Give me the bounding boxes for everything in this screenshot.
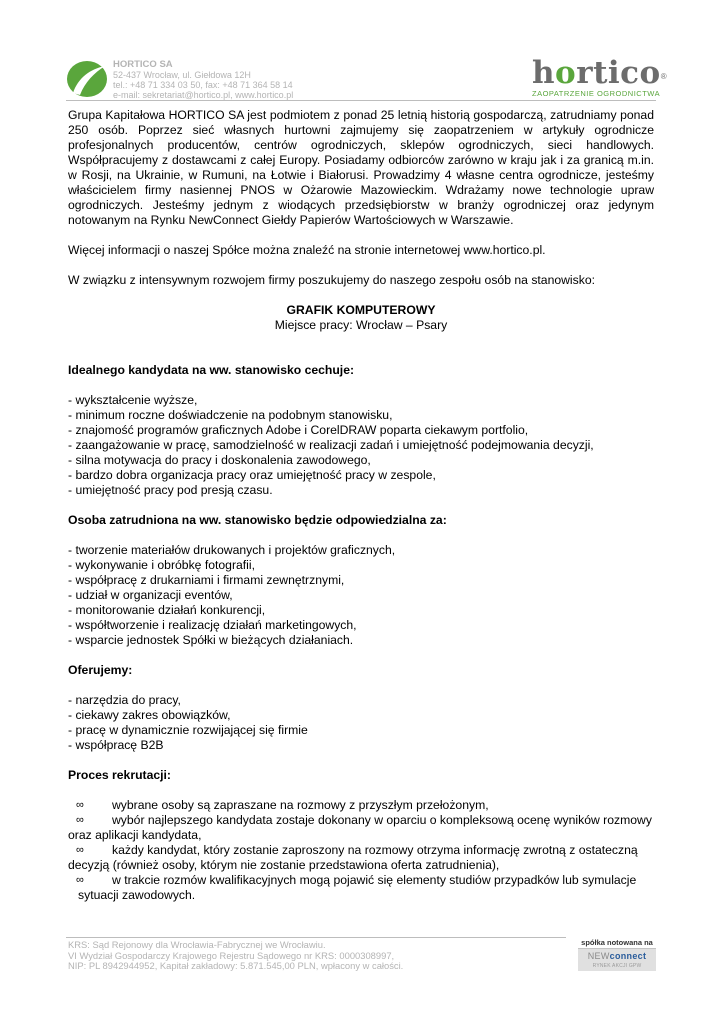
list-item-continuation — [68, 858, 654, 873]
hortico-brand-logo — [532, 55, 668, 98]
header-divider — [66, 100, 656, 101]
company-contact-block — [113, 60, 293, 100]
requirements-list — [68, 393, 654, 498]
offer-list — [68, 693, 654, 753]
more-info-line: Więcej informacji o naszej Spółce można znaleźć na stronie internetowej www.hortico.pl. — [68, 243, 546, 257]
list-item: - wykształcenie wyższe, — [68, 393, 198, 407]
company-address: 52-437 Wrocław, ul. Giełdowa 12H — [113, 70, 251, 80]
newconnect-new: NEW — [587, 951, 610, 961]
offer-heading: Oferujemy: — [68, 663, 133, 677]
brand-tagline: ZAOPATRZENIE OGRODNICTWA — [532, 89, 661, 98]
list-item: - monitorowanie działań konkurencji, — [68, 603, 266, 617]
newconnect-subtitle: RYNEK AKCJI GPW — [592, 963, 642, 969]
process-step-text: wybór najlepszego kandydata zostaje dokonany w oparciu o kompleksową ocenę wyników rozmowy — [112, 813, 652, 827]
search-line: W związku z intensywnym rozwojem firmy poszukujemy do naszego zespołu osób na stanowisko: — [68, 273, 595, 287]
position-title: GRAFIK KOMPUTEROWY — [286, 303, 436, 317]
list-item: - tworzenie materiałów drukowanych i projektów graficznych, — [68, 543, 396, 557]
list-item: - silna motywacja do pracy i doskonalenia zawodowego, — [68, 453, 371, 467]
brand-letter-h: h — [532, 55, 556, 91]
footer-line: VI Wydział Gospodarczy Krajowego Rejestru Sądowego nr KRS: 0000308997, — [68, 949, 395, 961]
process-heading: Proces rekrutacji: — [68, 768, 171, 782]
list-item: - umiejętność pracy pod presją czasu. — [68, 483, 273, 497]
list-item — [68, 798, 654, 813]
list-item: - narzędzia do pracy, — [68, 693, 181, 707]
list-item — [68, 813, 654, 828]
company-phone: tel.: +48 71 334 03 50, fax: +48 71 364 58 14 — [113, 80, 293, 90]
footer-line: KRS: Sąd Rejonowy dla Wrocławia-Fabrycznej we Wrocławiu. — [68, 939, 326, 950]
brand-letter-o: o — [555, 55, 577, 91]
registered-mark: ® — [660, 72, 668, 81]
position-location: Miejsce pracy: Wrocław – Psary — [274, 318, 448, 332]
duties-heading: Osoba zatrudniona na ww. stanowisko będzie odpowiedzialna za: — [68, 513, 447, 527]
footer-divider — [66, 937, 566, 938]
process-step-text: każdy kandydat, który zostanie zaproszony na rozmowy otrzyma informację zwrotną z ostateczną — [112, 843, 638, 857]
list-item: - wykonywanie i obróbkę fotografii, — [68, 558, 255, 572]
badge-caption: spółka notowana na — [578, 937, 656, 949]
brand-letters-rtico: rtico — [576, 55, 661, 91]
duties-list — [68, 543, 654, 648]
list-item: - zaangażowanie w pracę, samodzielność w realizacji zadań i umiejętność podejmowania decyzji, — [68, 438, 594, 452]
process-step-text-cont: decyzją (również osoby, którym nie zostanie przedstawiona oferta zatrudnienia), — [68, 858, 500, 872]
list-item: - znajomość programów graficznych Adobe i CorelDRAW poparta ciekawym portfolio, — [68, 423, 529, 437]
process-step-text: w trakcie rozmów kwalifikacyjnych mogą pojawić się elementy studiów przypadków lub symulacje — [112, 873, 637, 887]
infinity-bullet-icon: ∞ — [76, 814, 84, 826]
infinity-bullet-icon: ∞ — [76, 799, 84, 811]
hortico-leaf-logo-icon — [66, 60, 108, 98]
intro-paragraph: Grupa Kapitałowa HORTICO SA jest podmiotem z ponad 25 letnią historią gospodarczą, zatrudniamy ponad 250 osób. Poprzez sieć własnych hurtowni zajmujemy się zaopatrzeniem w artykuły ogrodnicze profesjonalnych producentów, centrów ogrodniczych, sklepów ogrodniczych, sieci handlowych. Współpracujemy z dostawcami z całej Europy. Posiadamy odbiorców zarówno w kraju jak i za granicą m.in. w Rosji, na Ukrainie, w Rumuni, na Łotwie i Białorusi. Prowadzimy 4 własne centra ogrodnicze, jesteśmy właścicielem firmy nasiennej PNOS w Ożarowie Mazowieckim. Wdrażamy nowe technologie upraw ogrodniczych. Jesteśmy jednym z wiodących przedsiębiorstw w branży ogrodniczej oraz jedynym notowanym na Rynku NewConnect Giełdy Papierów Wartościowych w Warszawie. — [68, 108, 654, 227]
footer-registry-info — [68, 940, 403, 972]
list-item-continuation — [68, 828, 654, 843]
brand-wordmark — [532, 55, 668, 91]
list-item: - udział w organizacji eventów, — [68, 588, 233, 602]
list-item: - pracę w dynamicznie rozwijającej się firmie — [68, 723, 308, 737]
newconnect-connect: connect — [609, 951, 647, 961]
process-list — [68, 798, 654, 903]
infinity-bullet-icon: ∞ — [76, 874, 84, 886]
list-item-continuation — [68, 888, 654, 903]
process-step-text-cont: sytuacji zawodowych. — [78, 888, 196, 902]
list-item — [68, 873, 654, 888]
list-item: - współpracę B2B — [68, 738, 164, 752]
list-item: - współtworzenie i realizację działań marketingowych, — [68, 618, 357, 632]
list-item — [68, 843, 654, 858]
newconnect-badge — [578, 937, 656, 971]
list-item: - wsparcie jednostek Spółki w bieżących działaniach. — [68, 633, 354, 647]
list-item: - współpracę z drukarniami i firmami zewnętrznymi, — [68, 573, 345, 587]
company-name: HORTICO SA — [113, 59, 173, 70]
list-item: - bardzo dobra organizacja pracy oraz umiejętność pracy w zespole, — [68, 468, 436, 482]
process-step-text: wybrane osoby są zapraszane na rozmowy z przyszłym przełożonym, — [112, 798, 489, 812]
process-step-text-cont: oraz aplikacji kandydata, — [68, 828, 202, 842]
job-offer-content — [68, 108, 654, 903]
newconnect-logo — [578, 949, 656, 971]
infinity-bullet-icon: ∞ — [76, 844, 84, 856]
footer-line: NIP: PL 8942944952, Kapitał zakładowy: 5.871.545,00 PLN, wpłacony w całości. — [68, 960, 404, 971]
list-item: - ciekawy zakres obowiązków, — [68, 708, 231, 722]
requirements-heading: Idealnego kandydata na ww. stanowisko cechuje: — [68, 363, 355, 377]
list-item: - minimum roczne doświadczenie na podobnym stanowisku, — [68, 408, 393, 422]
company-email: e-mail: sekretariat@hortico.pl, www.hortico.pl — [113, 90, 294, 100]
